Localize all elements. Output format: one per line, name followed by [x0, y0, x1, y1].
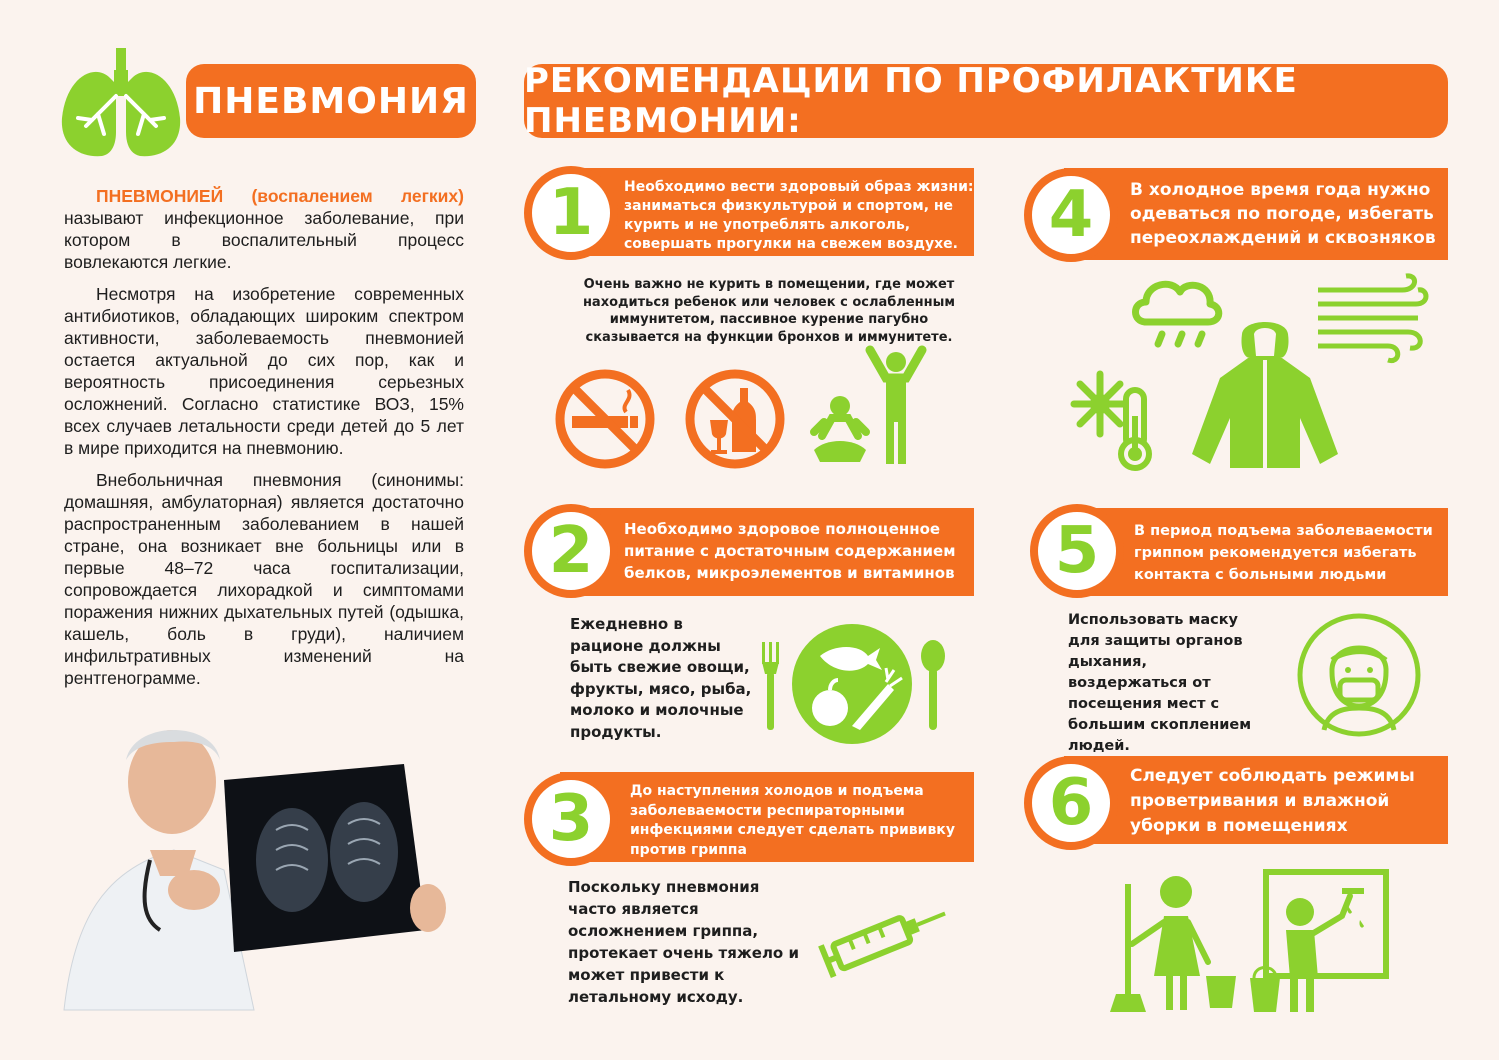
item-5-note-text: Использовать маску для защиты органов дыхания, воздержаться от посещения мест с большим скоплением людей. — [1068, 612, 1252, 754]
item-6-number — [1024, 756, 1118, 850]
item-3-note — [568, 876, 808, 1008]
item-1-number — [524, 166, 618, 260]
item-4-number-text: 4 — [1048, 178, 1094, 252]
left-title: ПНЕВМОНИЯ — [193, 80, 469, 122]
exercise-icon — [810, 350, 936, 466]
plate-food-icon — [790, 622, 914, 746]
item-6-band — [1064, 756, 1448, 844]
syringe-icon — [812, 904, 952, 974]
item-1-note — [566, 276, 972, 346]
item-2-band-text: Необходимо здоровое полноценное питание с достаточным содержанием белков, микроэлементов и витаминов — [624, 520, 956, 582]
item-5-number-text: 5 — [1054, 514, 1100, 588]
item-2-number-text: 2 — [548, 514, 594, 588]
item-6-number-text: 6 — [1048, 766, 1094, 840]
left-text — [64, 185, 464, 699]
item-1-band — [560, 168, 974, 256]
item-4-number — [1024, 168, 1118, 262]
item-1-number-text: 1 — [548, 176, 594, 250]
lungs-icon — [58, 48, 186, 160]
item-5-band-text: В период подъема заболеваемости гриппом рекомендуется избегать контакта с больными людьми — [1134, 523, 1433, 583]
fork-icon — [760, 642, 782, 730]
jacket-icon — [1190, 318, 1340, 468]
intro-paragraph — [64, 185, 464, 273]
mask-icon — [1296, 612, 1422, 738]
item-1-note-text: Очень важно не курить в помещении, где может находиться ребенок или человек с ослабленным иммунитетом, пассивное курение пагубно сказывается на функции бронхов и иммунитете. — [582, 277, 956, 345]
item-6-band-text: Следует соблюдать режимы проветривания и влажной уборки в помещениях — [1130, 766, 1415, 836]
no-smoking-icon — [554, 368, 656, 470]
no-alcohol-icon — [684, 368, 786, 470]
item-3-number — [524, 772, 618, 866]
main-header-title: РЕКОМЕНДАЦИИ ПО ПРОФИЛАКТИКЕ ПНЕВМОНИИ: — [524, 61, 1298, 141]
item-2-note — [570, 614, 752, 743]
cleaning-icon — [1110, 866, 1400, 1016]
snowflake-thermometer-icon — [1070, 370, 1166, 472]
item-3-band — [560, 772, 974, 862]
paragraph-2: Несмотря на изобретение современных антибиотиков, обладающих широким спектром активности, заболеваемость пневмонией остается актуальной до сих пор, как и вероятность присоединения серьезных осложнений. Согласно статистике ВОЗ, 15% всех случаев летальности среди детей до 5 лет в мире приходится на пневмонию. — [64, 284, 464, 458]
intro-rest: называют инфекционное заболевание, при котором в воспалительный процесс вовлекаются легкие. — [64, 208, 464, 272]
main-header — [524, 61, 1448, 141]
item-4-band-text: В холодное время года нужно одеваться по погоде, избегать переохлаждений и сквозняков — [1130, 180, 1436, 248]
paragraph-3: Внебольничная пневмония (синонимы: домашняя, амбулаторная) является достаточно распространенным заболеванием в нашей стране, она возникает вне больницы или в первые 48–72 часа госпитализации, сопровождается лихорадкой и симптомами поражения нижних дыхательных путей (одышка, кашель, боль в груди), наличием инфильтративных изменений на рентгенограмме. — [64, 470, 464, 688]
item-5-note — [1068, 610, 1264, 757]
item-3-band-text: До наступления холодов и подъема заболеваемости респираторными инфекциями следует сделать прививку против гриппа — [630, 783, 955, 858]
spoon-icon — [920, 640, 946, 732]
left-title-box — [186, 64, 476, 138]
item-4-band — [1064, 168, 1448, 260]
item-2-number — [524, 504, 618, 598]
item-5-number — [1030, 504, 1124, 598]
doctor-xray-photo — [64, 720, 464, 1010]
intro-highlight: ПНЕВМОНИЕЙ (воспалением легких) — [96, 186, 464, 206]
item-2-band — [560, 508, 974, 596]
item-1-band-text: Необходимо вести здоровый образ жизни: заниматься физкультурой и спортом, не курить и не употреблять алкоголь, совершать прогулки на свежем воздухе. — [624, 179, 974, 252]
item-3-number-text: 3 — [548, 782, 594, 856]
item-3-note-text: Поскольку пневмония часто является осложнением гриппа, протекает очень тяжело и может привести к летальному исходу. — [568, 878, 799, 1006]
item-2-note-text: Ежедневно в рационе должны быть свежие овощи, фрукты, мясо, рыба, молоко и молочные продукты. — [570, 615, 752, 741]
